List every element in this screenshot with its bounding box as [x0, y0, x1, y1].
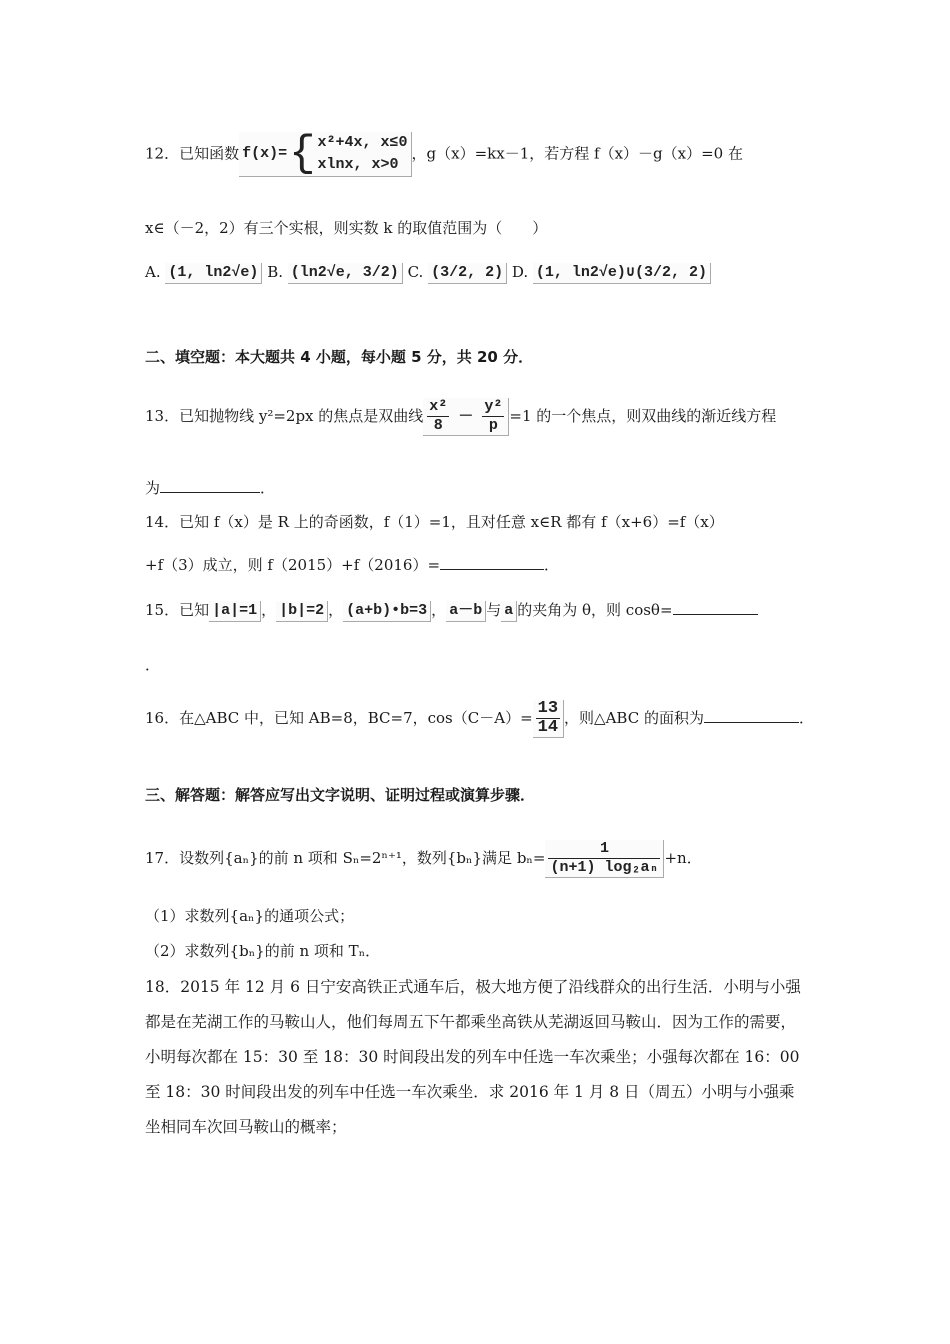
- q12-option-d: (1, ln2√e)∪(3/2, 2): [533, 263, 711, 284]
- q12-case2: xlnx, x>0: [317, 156, 399, 173]
- q15-cond3: (a+b)•b=3: [343, 601, 431, 622]
- q13-frac2: [482, 398, 504, 435]
- q12-piecewise-formula: [239, 129, 411, 179]
- q15-prefix: 15．已知: [145, 601, 210, 619]
- q13-line2-suffix: ．: [260, 479, 276, 497]
- q13-frac1-num: x²: [429, 398, 448, 415]
- q13-hyperbola-formula: [423, 398, 509, 436]
- q12-options: [145, 262, 711, 284]
- q17-part1: （1）求数列{aₙ}的通项公式；: [145, 907, 355, 925]
- q16-frac: [533, 700, 564, 738]
- q12-option-c-label: C.: [407, 263, 424, 281]
- q15-cond4: a－b: [446, 601, 486, 622]
- q16-prefix: 16．在△ABC 中，已知 AB=8，BC=7，cos（C－A）=: [145, 709, 533, 727]
- q13-frac1-den: 8: [433, 417, 443, 434]
- q12-cases: [318, 132, 408, 176]
- brace-icon: {: [289, 129, 316, 179]
- q16-answer-blank: [704, 706, 799, 723]
- q12-option-b: (ln2√e, 3/2): [288, 263, 403, 284]
- q15-cond1: |a|=1: [209, 601, 261, 622]
- q12-case1: x²+4x, x≤0: [317, 134, 408, 151]
- q12-line2: x∈（－2，2）有三个实根，则实数 k 的取值范围为（ ）: [145, 219, 548, 237]
- q16-frac-num: 13: [537, 699, 559, 718]
- q13-minus: －: [458, 408, 474, 426]
- q16-frac-den: 14: [537, 718, 559, 737]
- q17-line1: [145, 840, 702, 878]
- section2-heading: 二、填空题：本大题共 4 小题，每小题 5 分，共 20 分．: [145, 348, 534, 366]
- q13-frac2-num: y²: [484, 398, 503, 415]
- q18-paragraph: 18．2015 年 12 月 6 日宁安高铁正式通车后，极大地方便了沿线群众的出行生活．小明与小强都是在芜湖工作的马鞍山人，他们每周五下午都乘坐高铁从芜湖返回马鞍山．因为工作的需要，小明每次都在 15：30 至 18：30 时间段出发的列车中任选一车次乘坐；小强每次都在 16：00 至 18：30 时间段出发的列车中任选一车次乘坐．求 2016 年 1 月 8 日（周五）小明与小强乘坐相同车次回马鞍山的概率；: [145, 978, 801, 1136]
- q15-line1: [145, 598, 758, 622]
- q15-after: 的夹角为 θ，则 cosθ=: [517, 601, 673, 619]
- q16-line: [145, 700, 814, 738]
- q17-frac: [545, 840, 664, 878]
- q12-option-a: (1, ln2√e): [165, 263, 262, 284]
- q17-prefix: 17．设数列{aₙ}的前 n 项和 Sₙ=2ⁿ⁺¹，数列{bₙ}满足 bₙ=: [145, 849, 546, 867]
- q12-option-d-label: D.: [511, 263, 529, 281]
- q15-answer-blank: [673, 598, 758, 615]
- q12-option-a-label: A.: [145, 263, 161, 281]
- q13-frac1: [427, 398, 449, 435]
- q15-sep1: ，: [261, 601, 277, 619]
- q15-cond2: |b|=2: [276, 601, 328, 622]
- q17-frac-den: (n+1) log₂aₙ: [550, 859, 659, 876]
- q16-after: ，则△ABC 的面积为: [564, 709, 704, 727]
- q12-option-c: (3/2, 2): [428, 263, 507, 284]
- q16-suffix: ．: [798, 709, 814, 727]
- q13-line2: [145, 476, 275, 498]
- q13-frac2-den: p: [488, 417, 498, 434]
- q14-line1: 14．已知 f（x）是 R 上的奇函数，f（1）=1，且对任意 x∈R 都有 f（x+6）=f（x）: [145, 513, 724, 531]
- q13-after: =1 的一个焦点，则双曲线的渐近线方程: [509, 407, 777, 425]
- q15-cond5: a: [501, 601, 517, 622]
- q17-after: +n．: [664, 849, 702, 867]
- q13-line1: [145, 398, 776, 436]
- q15-sep3: ，: [431, 601, 447, 619]
- q17-part2: （2）求数列{bₙ}的前 n 项和 Tₙ．: [145, 942, 381, 960]
- q15-sep2: ，: [328, 601, 344, 619]
- q12-option-b-label: B.: [267, 263, 283, 281]
- q12-f-label: f(x)=: [242, 145, 288, 162]
- q12-after: ，g（x）=kx－1，若方程 f（x）－g（x）=0 在: [411, 144, 743, 163]
- q12-line1: [145, 129, 743, 179]
- q14-answer-blank: [440, 553, 544, 570]
- q13-line2-prefix: 为: [145, 479, 161, 497]
- q14-line2-prefix: +f（3）成立，则 f（2015）+f（2016）=: [145, 556, 441, 574]
- q15-line2: ．: [145, 656, 161, 674]
- q15-mid: 与: [486, 601, 502, 619]
- q12-prefix: 12．已知函数: [145, 144, 240, 163]
- q14-line2-suffix: ．: [544, 556, 560, 574]
- q17-frac-num: 1: [548, 840, 660, 859]
- q14-line2: [145, 553, 559, 575]
- q13-prefix: 13．已知抛物线 y²=2px 的焦点是双曲线: [145, 407, 424, 425]
- section3-heading: 三、解答题：解答应写出文字说明、证明过程或演算步骤．: [145, 786, 536, 804]
- q13-answer-blank: [160, 476, 260, 493]
